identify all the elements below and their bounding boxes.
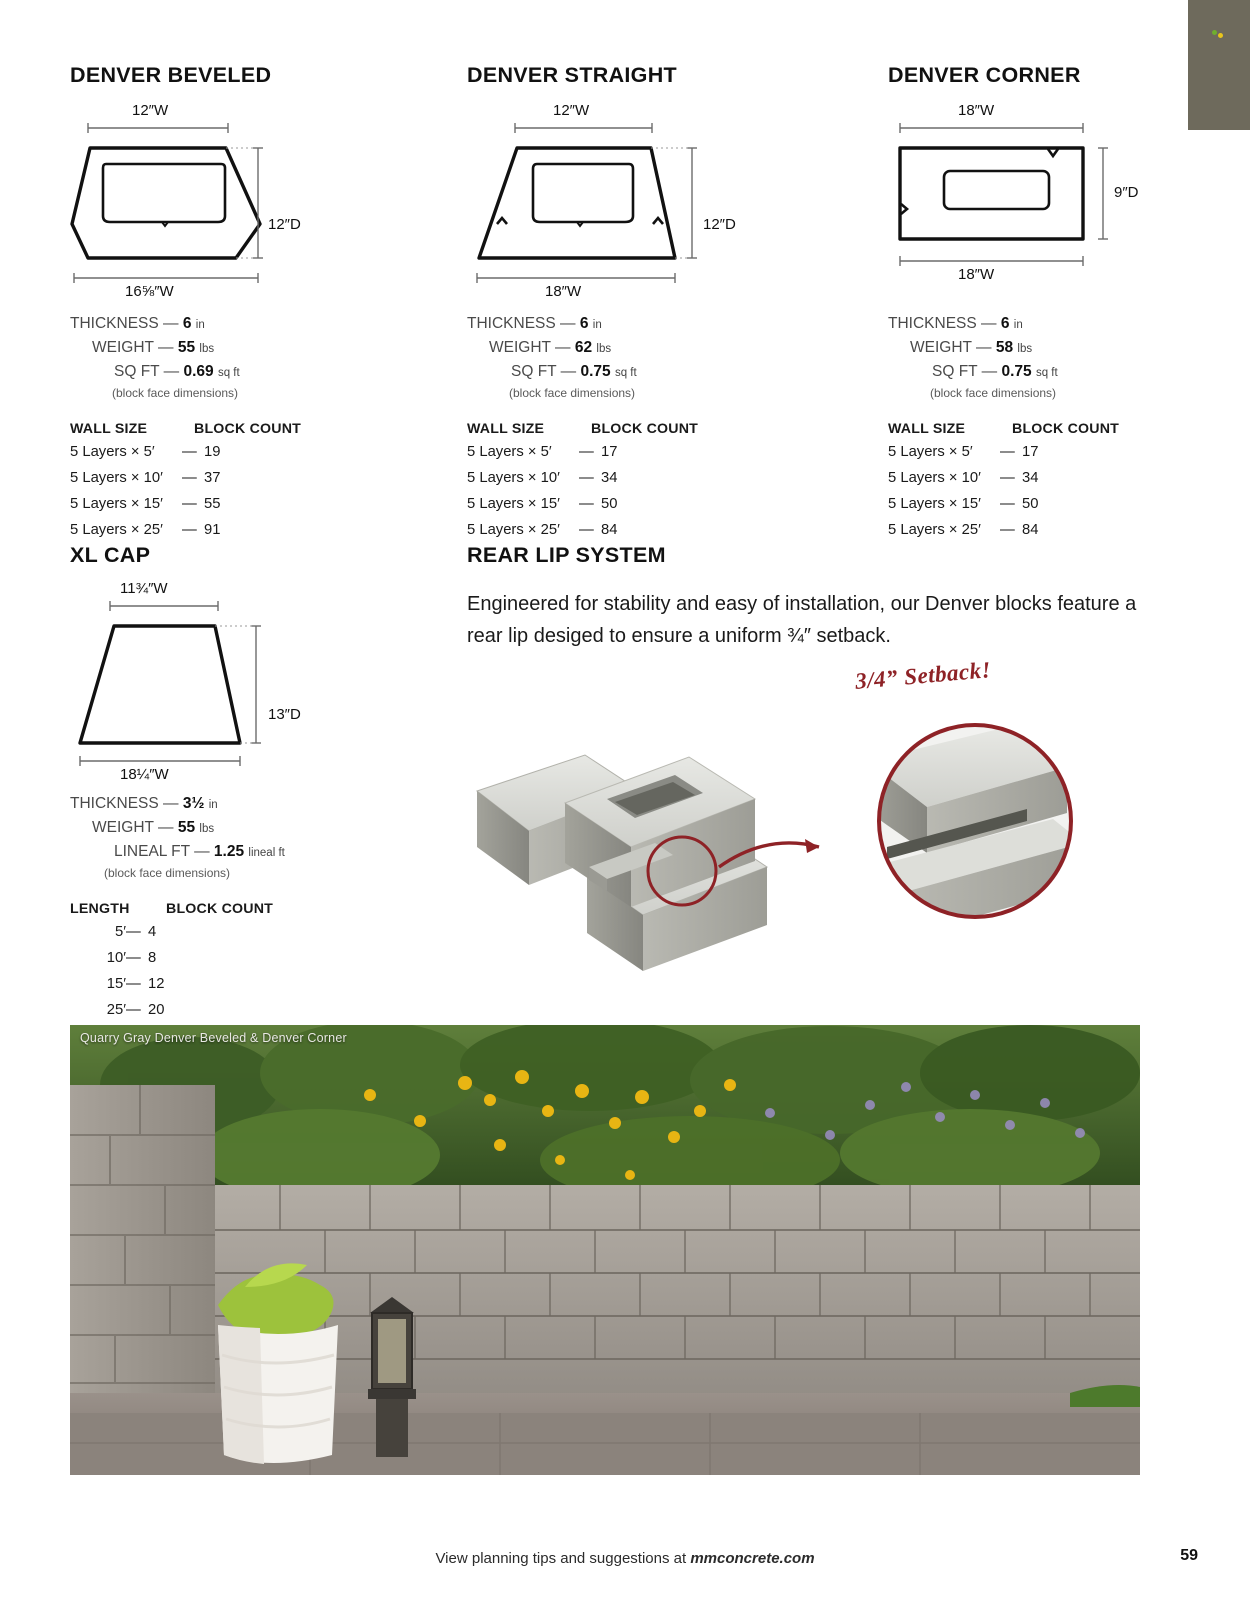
dim-top-width: 18″W <box>958 102 995 119</box>
dim-depth: 12″D <box>268 216 301 233</box>
page-number: 59 <box>1180 1547 1198 1564</box>
spec-thickness-unit: in <box>208 799 218 811</box>
table-header <box>467 421 847 437</box>
dim-bottom-width: 16⅝″W <box>125 283 174 300</box>
row-count: 34 <box>1022 469 1039 486</box>
row-size: 5 Layers × 10′ <box>70 469 163 486</box>
beveled-drawing <box>70 106 330 306</box>
header-block-count: BLOCK COUNT <box>591 420 699 437</box>
dim-top-width: 12″W <box>132 102 169 119</box>
row-size: 5 Layers × 10′ <box>467 469 560 486</box>
spec-weight-unit: lbs <box>199 823 215 836</box>
product-denver-beveled <box>70 63 440 548</box>
row-count: 12 <box>148 975 165 992</box>
header-block-count: BLOCK COUNT <box>1012 420 1120 437</box>
row-size: 5 Layers × 25′ <box>70 521 163 538</box>
spec-weight <box>70 816 440 840</box>
page-footer <box>0 1550 1250 1567</box>
table-row <box>70 522 440 538</box>
footer-text: View planning tips and suggestions at <box>435 1550 691 1567</box>
row-dash: — <box>579 443 594 460</box>
row-dash: — <box>579 521 594 538</box>
row-count: 55 <box>204 495 221 512</box>
spec-weight-unit: lbs <box>596 343 612 356</box>
header-block-count: BLOCK COUNT <box>166 900 274 917</box>
table-row <box>70 950 440 966</box>
blocks-illustration <box>467 671 1107 1001</box>
table-row <box>70 976 440 992</box>
row-size: 5 Layers × 25′ <box>888 521 981 538</box>
photo-caption: Quarry Gray Denver Beveled & Denver Corner <box>80 1031 347 1045</box>
block-count-table <box>70 421 440 538</box>
row-count: 20 <box>148 1001 165 1018</box>
row-size: 5 Layers × 5′ <box>70 443 155 460</box>
spec-weight-label: WEIGHT — <box>489 339 575 357</box>
spec-list <box>467 312 847 403</box>
xlcap-diagram <box>70 580 440 786</box>
table-row <box>888 470 1218 486</box>
row-size: 5 Layers × 15′ <box>467 495 560 512</box>
dim-bottom-width: 18″W <box>545 283 582 300</box>
product-title: DENVER CORNER <box>888 63 1081 87</box>
row-dash: — <box>1000 495 1015 512</box>
header-wall-size: WALL SIZE <box>70 420 148 437</box>
row-count: 8 <box>148 949 157 966</box>
block-count-table <box>467 421 847 538</box>
dim-depth: 13″D <box>268 706 301 723</box>
row-dash: — <box>579 495 594 512</box>
straight-diagram <box>467 102 847 306</box>
header-length: LENGTH <box>70 900 130 917</box>
row-size: 5 Layers × 25′ <box>467 521 560 538</box>
block-count-table <box>70 901 440 1018</box>
spec-weight-value: 58 <box>995 339 1014 357</box>
product-xl-cap <box>70 543 440 1028</box>
table-row <box>888 496 1218 512</box>
spec-lineal <box>70 840 440 864</box>
table-row <box>467 444 847 460</box>
row-dash: — <box>182 495 197 512</box>
photo-illustration <box>70 1025 1140 1475</box>
spec-area-value: 0.75 <box>580 363 611 381</box>
spec-thickness <box>888 312 1218 336</box>
table-header <box>70 421 440 437</box>
spec-weight-label: WEIGHT — <box>92 819 178 837</box>
spec-weight <box>467 336 847 360</box>
spec-weight <box>888 336 1218 360</box>
dim-depth: 12″D <box>703 216 736 233</box>
spec-note: (block face dimensions) <box>930 386 1057 401</box>
row-count: 17 <box>601 443 618 460</box>
spec-note: (block face dimensions) <box>112 386 239 401</box>
row-size: 5′ <box>114 923 126 940</box>
spec-list <box>70 792 440 883</box>
spec-weight-label: WEIGHT — <box>92 339 178 357</box>
row-dash: — <box>579 469 594 486</box>
product-denver-corner <box>888 63 1218 548</box>
header-wall-size: WALL SIZE <box>888 420 966 437</box>
corner-diagram <box>888 102 1218 306</box>
spec-thickness-value: 6 <box>182 315 192 332</box>
row-count: 50 <box>601 495 618 512</box>
dim-top-width: 11¾″W <box>120 580 168 597</box>
spec-weight-label: WEIGHT — <box>910 339 996 357</box>
row-count: 91 <box>204 521 221 538</box>
spec-weight-unit: lbs <box>1017 343 1033 356</box>
table-row <box>888 444 1218 460</box>
spec-thickness-unit: in <box>592 319 602 331</box>
spec-lineal-unit: lineal ft <box>248 847 285 860</box>
row-count: 37 <box>204 469 221 486</box>
header-block-count: BLOCK COUNT <box>194 420 302 437</box>
product-denver-straight <box>467 63 847 548</box>
row-dash: — <box>126 949 141 966</box>
table-row <box>70 496 440 512</box>
row-size: 15′ <box>106 975 126 992</box>
spec-area-label: SQ FT — <box>932 363 1002 381</box>
spec-list <box>70 312 440 403</box>
spec-thickness-unit: in <box>1013 319 1023 331</box>
row-dash: — <box>126 923 141 940</box>
row-size: 5 Layers × 5′ <box>467 443 552 460</box>
product-title: DENVER STRAIGHT <box>467 63 677 87</box>
spec-lineal-label: LINEAL FT — <box>114 843 214 861</box>
yellow-dot-icon <box>1218 33 1223 38</box>
spec-area <box>888 360 1218 384</box>
dim-top-width: 12″W <box>553 102 590 119</box>
row-count: 84 <box>1022 521 1039 538</box>
straight-drawing <box>467 106 717 306</box>
project-photo <box>70 1025 1140 1475</box>
table-row <box>70 924 440 940</box>
product-title: DENVER BEVELED <box>70 63 272 87</box>
table-row <box>888 522 1218 538</box>
spec-weight <box>70 336 440 360</box>
spec-thickness <box>70 312 440 336</box>
dim-bottom-width: 18″W <box>958 266 995 283</box>
rear-lip-illustration <box>467 656 1167 1001</box>
spec-thickness-label: THICKNESS — <box>888 315 1001 332</box>
table-row <box>70 1002 440 1018</box>
beveled-diagram <box>70 102 440 306</box>
setback-annotation: 3/4” Setback! <box>854 656 992 694</box>
spec-area <box>467 360 847 384</box>
row-size: 5 Layers × 15′ <box>888 495 981 512</box>
corner-drawing <box>888 106 1138 306</box>
green-dot-icon <box>1212 30 1217 35</box>
row-dash: — <box>1000 521 1015 538</box>
table-row <box>70 470 440 486</box>
spec-thickness <box>70 792 440 816</box>
dim-bottom-width: 18¼″W <box>120 766 169 783</box>
table-header <box>888 421 1218 437</box>
row-size: 10′ <box>106 949 126 966</box>
row-count: 50 <box>1022 495 1039 512</box>
spec-area-label: SQ FT — <box>114 363 184 381</box>
row-dash: — <box>182 521 197 538</box>
spec-thickness-label: THICKNESS — <box>70 315 183 332</box>
rear-lip-system-section <box>467 543 1167 1001</box>
row-size: 25′ <box>106 1001 126 1018</box>
row-size: 5 Layers × 15′ <box>70 495 163 512</box>
spec-area-label: SQ FT — <box>511 363 581 381</box>
spec-thickness-label: THICKNESS — <box>70 795 183 812</box>
row-dash: — <box>182 469 197 486</box>
table-header <box>70 901 440 917</box>
spec-thickness <box>467 312 847 336</box>
dim-depth: 9″D <box>1114 184 1139 201</box>
block-count-table <box>888 421 1218 538</box>
spec-thickness-value: 6 <box>1000 315 1010 332</box>
spec-area-unit: sq ft <box>1035 367 1058 380</box>
product-title: XL CAP <box>70 543 151 567</box>
spec-weight-value: 55 <box>177 339 196 357</box>
table-row <box>467 470 847 486</box>
table-row <box>70 444 440 460</box>
spec-list <box>888 312 1218 403</box>
spec-note: (block face dimensions) <box>104 866 231 881</box>
spec-weight-value: 62 <box>574 339 593 357</box>
rear-lip-description: Engineered for stability and easy of installation, our Denver blocks feature a rear lip desiged to ensure a uniform ¾″ setback. <box>467 593 1137 648</box>
spec-area-value: 0.69 <box>183 363 214 381</box>
row-count: 34 <box>601 469 618 486</box>
spec-weight-unit: lbs <box>199 343 215 356</box>
row-size: 5 Layers × 10′ <box>888 469 981 486</box>
spec-weight-value: 55 <box>177 819 196 837</box>
spec-area <box>70 360 440 384</box>
spec-area-unit: sq ft <box>614 367 637 380</box>
table-row <box>467 522 847 538</box>
spec-thickness-label: THICKNESS — <box>467 315 580 332</box>
row-dash: — <box>126 1001 141 1018</box>
row-count: 17 <box>1022 443 1039 460</box>
xlcap-drawing <box>70 586 320 786</box>
spec-area-value: 0.75 <box>1001 363 1032 381</box>
row-size: 5 Layers × 5′ <box>888 443 973 460</box>
header-wall-size: WALL SIZE <box>467 420 545 437</box>
row-dash: — <box>1000 469 1015 486</box>
spec-note: (block face dimensions) <box>509 386 636 401</box>
row-dash: — <box>182 443 197 460</box>
footer-website-link[interactable]: mmconcrete.com <box>690 1550 815 1567</box>
row-dash: — <box>1000 443 1015 460</box>
spec-area-unit: sq ft <box>217 367 240 380</box>
section-title: REAR LIP SYSTEM <box>467 543 666 567</box>
spec-lineal-value: 1.25 <box>213 843 245 861</box>
row-dash: — <box>126 975 141 992</box>
spec-thickness-value: 3½ <box>182 795 205 812</box>
row-count: 84 <box>601 521 618 538</box>
row-count: 4 <box>148 923 157 940</box>
table-row <box>467 496 847 512</box>
spec-thickness-unit: in <box>195 319 205 331</box>
spec-thickness-value: 6 <box>579 315 589 332</box>
row-count: 19 <box>204 443 221 460</box>
